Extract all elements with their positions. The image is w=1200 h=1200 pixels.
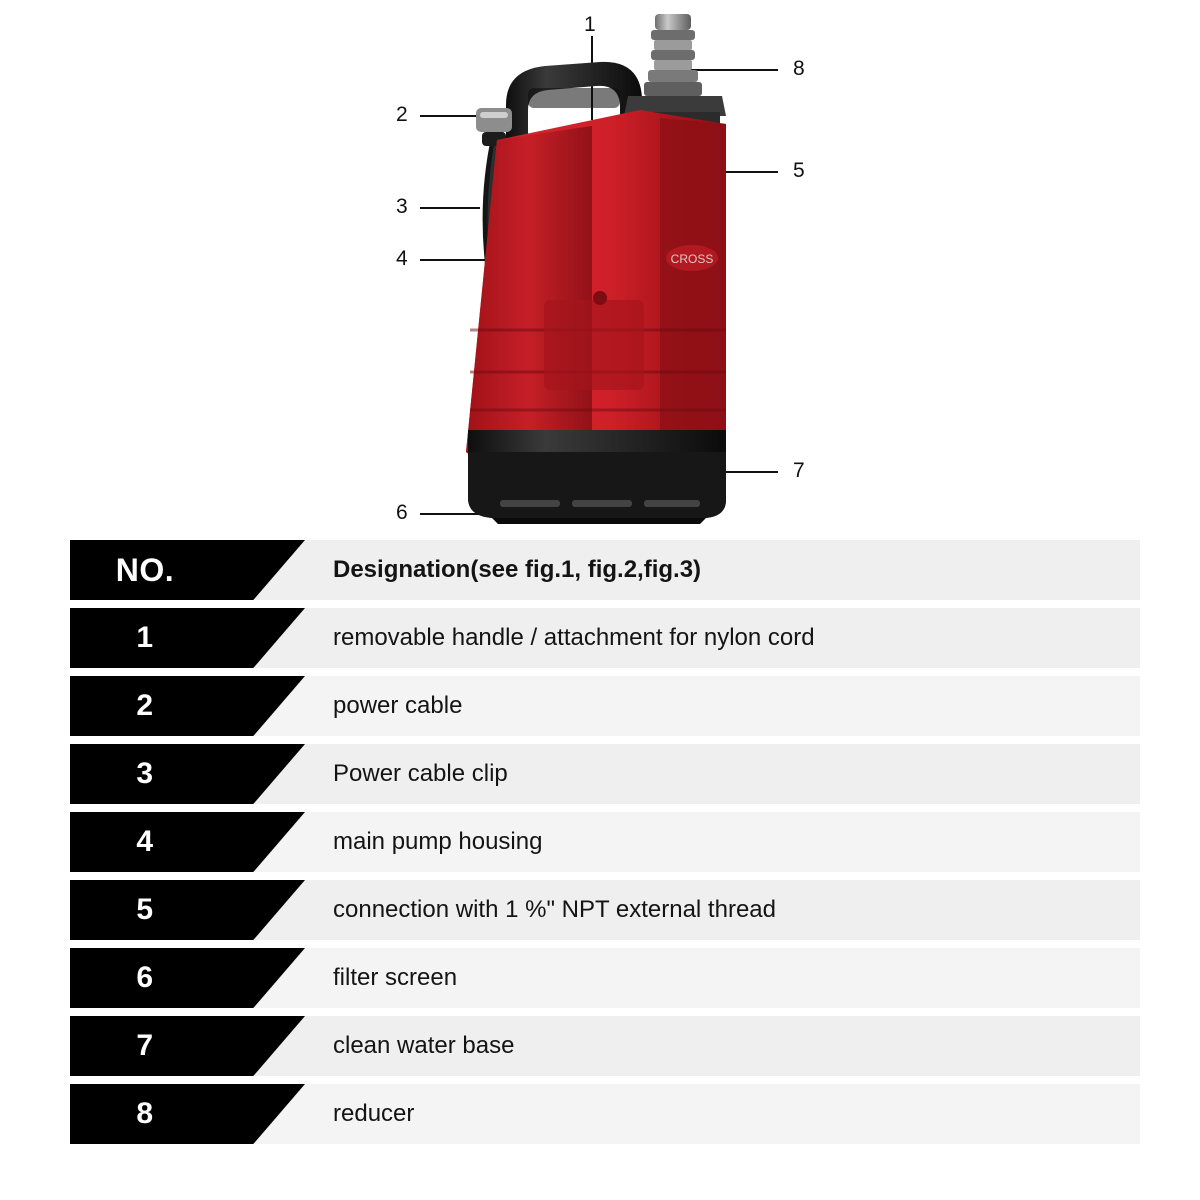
row-designation: Power cable clip — [333, 760, 508, 787]
header-no-label: NO. — [115, 551, 175, 588]
callout-6: 6 — [396, 501, 408, 524]
callout-7: 7 — [793, 459, 805, 482]
row-no-cell — [70, 948, 305, 1008]
reducer-part — [644, 14, 702, 96]
row-designation: removable handle / attachment for nylon cord — [333, 624, 815, 651]
row-no-label: 2 — [136, 689, 154, 722]
row-no-label: 7 — [136, 1029, 154, 1062]
row-no-cell — [70, 812, 305, 872]
header-no-cell — [70, 540, 305, 600]
row-no-cell — [70, 676, 305, 736]
pump-diagram — [0, 0, 1200, 535]
callout-1: 1 — [584, 13, 596, 36]
row-designation: filter screen — [333, 964, 458, 991]
row-no-label: 1 — [136, 621, 154, 654]
header-designation-label: Designation(see fig.1, fig.2,fig.3) — [333, 556, 702, 583]
filter-screen — [500, 500, 700, 507]
table-row — [70, 948, 1140, 1016]
row-no-label: 6 — [136, 961, 154, 994]
pump-illustration — [0, 0, 1200, 535]
table-row — [70, 608, 1140, 676]
brand-logo — [666, 245, 718, 271]
row-designation: clean water base — [333, 1032, 515, 1059]
row-no-cell — [70, 1016, 305, 1076]
row-designation: connection with 1 %" NPT external thread — [333, 896, 776, 923]
row-designation: main pump housing — [333, 828, 543, 855]
table-row — [70, 880, 1140, 948]
row-designation: reducer — [333, 1100, 415, 1127]
table-row — [70, 1084, 1140, 1152]
callout-2: 2 — [396, 103, 408, 126]
designation-table — [70, 540, 1140, 1152]
table-row — [70, 676, 1140, 744]
callout-4: 4 — [396, 247, 408, 270]
table-row — [70, 744, 1140, 812]
row-no-label: 4 — [136, 825, 154, 858]
row-no-label: 3 — [136, 757, 154, 790]
callout-3: 3 — [396, 195, 408, 218]
row-no-cell — [70, 744, 305, 804]
table-header-row — [70, 540, 1140, 608]
svg-text:CROSS: CROSS — [670, 252, 714, 266]
callout-5: 5 — [793, 159, 805, 182]
row-designation: power cable — [333, 692, 463, 719]
row-no-cell — [70, 1084, 305, 1144]
row-no-label: 5 — [136, 893, 154, 926]
callout-8: 8 — [793, 57, 805, 80]
row-no-label: 8 — [136, 1097, 154, 1130]
row-no-cell — [70, 880, 305, 940]
row-no-cell — [70, 608, 305, 668]
table-row — [70, 1016, 1140, 1084]
table-row — [70, 812, 1140, 880]
